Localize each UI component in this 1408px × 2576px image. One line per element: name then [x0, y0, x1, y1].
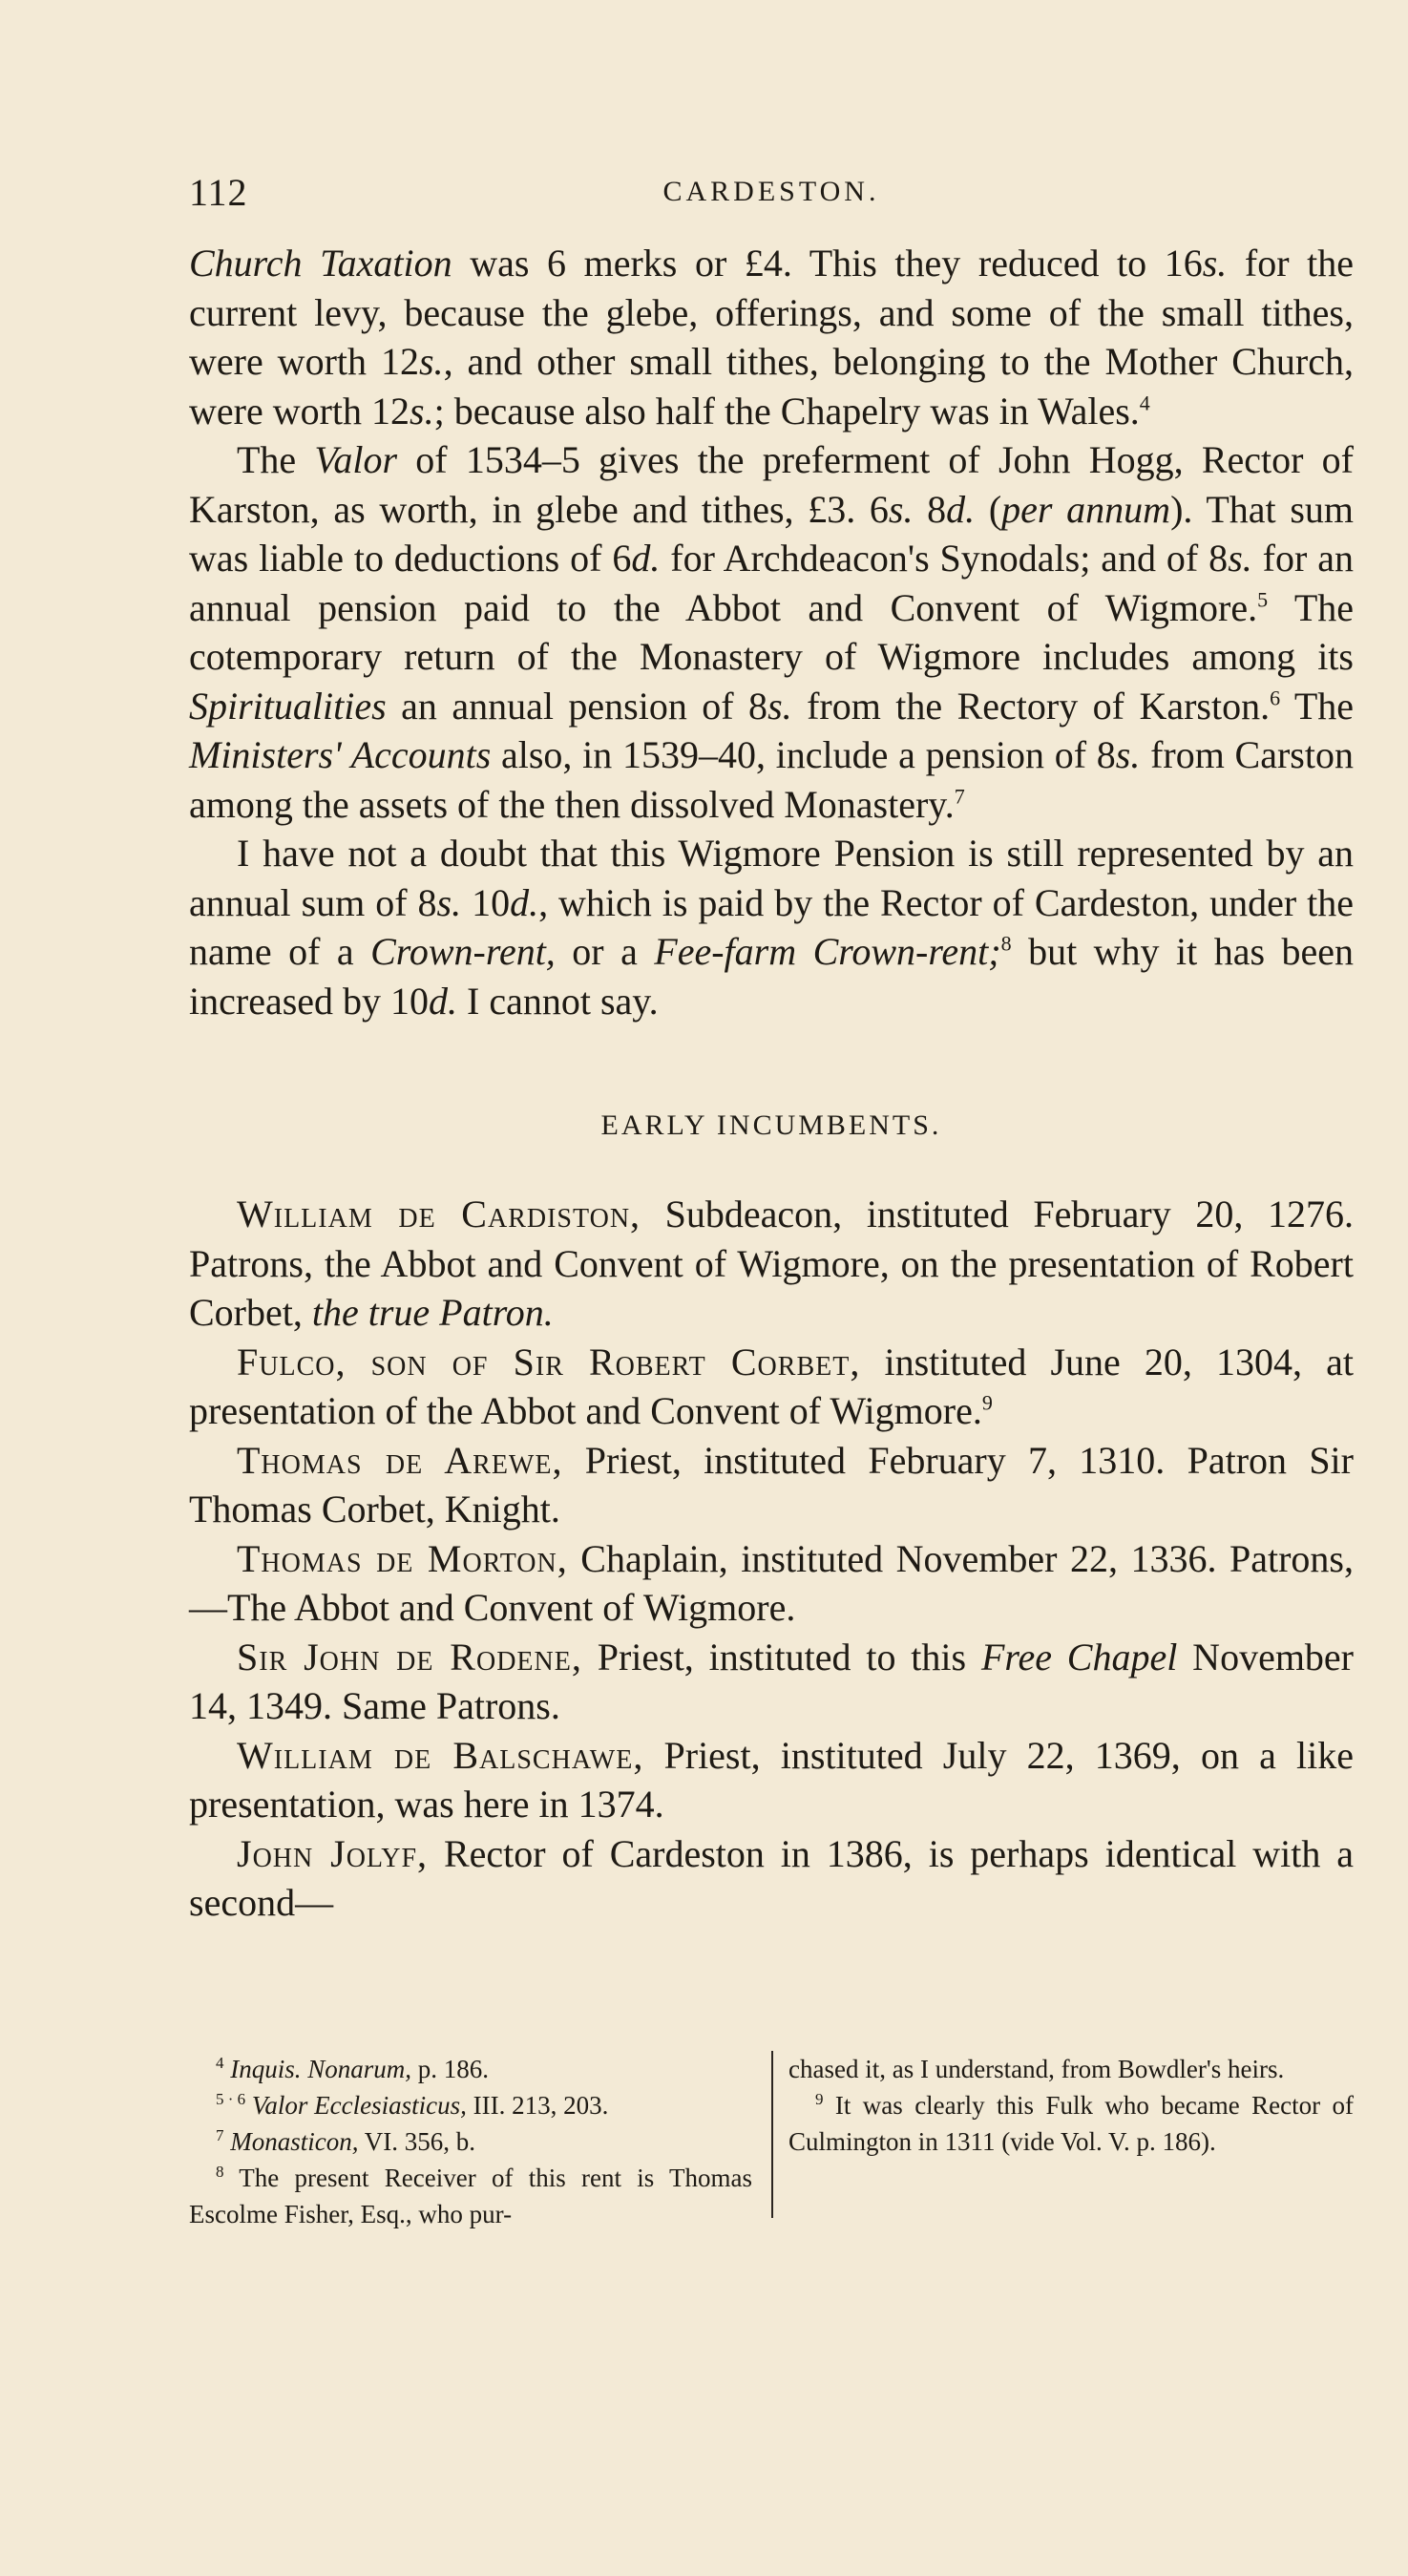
footnote-text: The present Receiver of this rent is Thomas Escolme Fisher, Esq., who pur- [189, 2164, 752, 2228]
incumbent-entry [189, 1338, 1354, 1436]
incumbent-name: Fulco, son of Sir Robert Corbet, [237, 1340, 861, 1383]
footnote-text: VI. 356, b. [358, 2127, 476, 2156]
section-heading: EARLY INCUMBENTS. [600, 1109, 942, 1141]
incumbent-text: Chaplain, instituted November 22, 1336. Patrons,—The Abbot and Convent of Wigmore. [189, 1536, 1354, 1629]
incumbent-text-tail: November 14, 1349. Same Patrons. [189, 1635, 1355, 1727]
footnotes-left-column [189, 2051, 752, 2232]
footnote-ref: 4 [1139, 391, 1150, 415]
incumbent-text: Priest, instituted to this [581, 1635, 981, 1679]
incumbent-name: Thomas de Arewe, [237, 1438, 563, 1482]
footnote-ref: 5 [1257, 587, 1269, 612]
incumbent-name: John Jolyf, [237, 1831, 429, 1875]
footnote-text: III. 213, 203. [466, 2091, 609, 2120]
running-title: CARDESTON. [662, 176, 880, 207]
footnote-mark: 7 [216, 2126, 224, 2144]
incumbent-entry [189, 1190, 1354, 1338]
incumbent-text: Subdeacon, instituted February 20, 1276. Patrons, the Abbot and Convent of Wigmore, on the presentation of Robert Corbet, [189, 1193, 1354, 1334]
footnote-text: p. 186. [411, 2055, 490, 2083]
footnotes-right-column [788, 2051, 1354, 2160]
footnote-mark: 4 [216, 2054, 224, 2072]
footnote [189, 2087, 752, 2123]
incumbent-name: William de Balschawe, [237, 1733, 644, 1777]
footnote-source: Inquis. Nonarum, [230, 2055, 412, 2083]
footnote-ref: 8 [1000, 931, 1012, 956]
incumbent-text: instituted June 20, 1304, at presentation of the Abbot and Convent of Wigmore. [189, 1340, 1354, 1432]
page-header [189, 170, 1354, 220]
incumbent-entry [189, 1633, 1354, 1731]
footnote-text: It was clearly this Fulk who became Rector of Culmington in 1311 (vide Vol. V. p. 186). [788, 2091, 1354, 2156]
incumbent-italic: Free Chapel [980, 1635, 1178, 1679]
incumbent-text: Priest, instituted July 22, 1369, on a like presentation, was here in 1374. [189, 1733, 1354, 1826]
incumbent-name: Thomas de Morton, [237, 1536, 568, 1580]
incumbent-entry [189, 1731, 1354, 1829]
incumbent-text: Priest, instituted February 7, 1310. Patron Sir Thomas Corbet, Knight. [189, 1438, 1354, 1531]
footnote-ref: 9 [981, 1390, 993, 1415]
footnote [189, 2160, 752, 2232]
footnote-source: Monasticon, [230, 2127, 359, 2156]
footnote-mark: 5 · 6 [216, 2090, 246, 2108]
footnote [189, 2123, 752, 2160]
column-divider [771, 2051, 773, 2218]
paragraph-valor: The Valor of 1534–5 gives the preferment of John Hogg, Rector of Karston, as worth, in glebe and tithes, £3. 6s. 8d. (per annum). That sum was liable to deductions of 6d. for Archdeacon's Synodals; and of 8s. for an annual pension paid to the Abbot and Convent of Wigmore.$^5$ The cotemporary return of the Monastery of Wigmore includes among its Spiritualities an annual pension of 8s. from the Rectory of Karston.$^6$ The Ministers' Accounts also, in 1539–40, include a pension of 8s. from Carston among the assets of the then dissolved Monastery.$^7$ [189, 438, 1355, 826]
incumbent-italic: the true Patron. [311, 1291, 554, 1334]
paragraph-wigmore-pension: I have not a doubt that this Wigmore Pension is still represented by an annual sum of 8s. 10d., which is paid by the Rector of Cardeston, under the name of a Crown-rent, or a Fee-farm Crown-rent;$^8$ but why it has been increased by 10d. I cannot say. [189, 832, 1354, 1023]
footnote-mark: 9 [815, 2090, 824, 2108]
footnotes [189, 2051, 1354, 2228]
footnote [788, 2087, 1354, 2160]
incumbent-entry [189, 1829, 1354, 1928]
incumbent-name: William de Cardiston, [237, 1193, 641, 1235]
body-text [189, 239, 1354, 1928]
footnote-ref: 7 [954, 784, 965, 809]
incumbent-name: Sir John de Rodene, [237, 1635, 582, 1679]
footnote-ref: 6 [1270, 686, 1281, 710]
footnote-mark: 8 [216, 2163, 224, 2181]
footnote [189, 2051, 752, 2087]
footnote-source: Valor Ecclesiasticus, [251, 2091, 467, 2120]
footnote [788, 2051, 1354, 2087]
footnote-text: chased it, as I understand, from Bowdler's heirs. [788, 2055, 1285, 2083]
page-number: 112 [189, 171, 248, 214]
paragraph-church-taxation: Church Taxation was 6 merks or £4. This they reduced to 16s. for the current levy, because the glebe, offerings, and some of the small tithes, were worth 12s., and other small tithes, belonging to the Mother Church, were worth 12s.; because also half the Chapelry was in Wales.$^4$ [189, 242, 1354, 433]
incumbent-entry [189, 1534, 1354, 1633]
incumbents-list [189, 1190, 1354, 1928]
incumbent-text: Rector of Cardeston in 1386, is perhaps identical with a second— [189, 1831, 1355, 1924]
incumbent-entry [189, 1436, 1354, 1534]
